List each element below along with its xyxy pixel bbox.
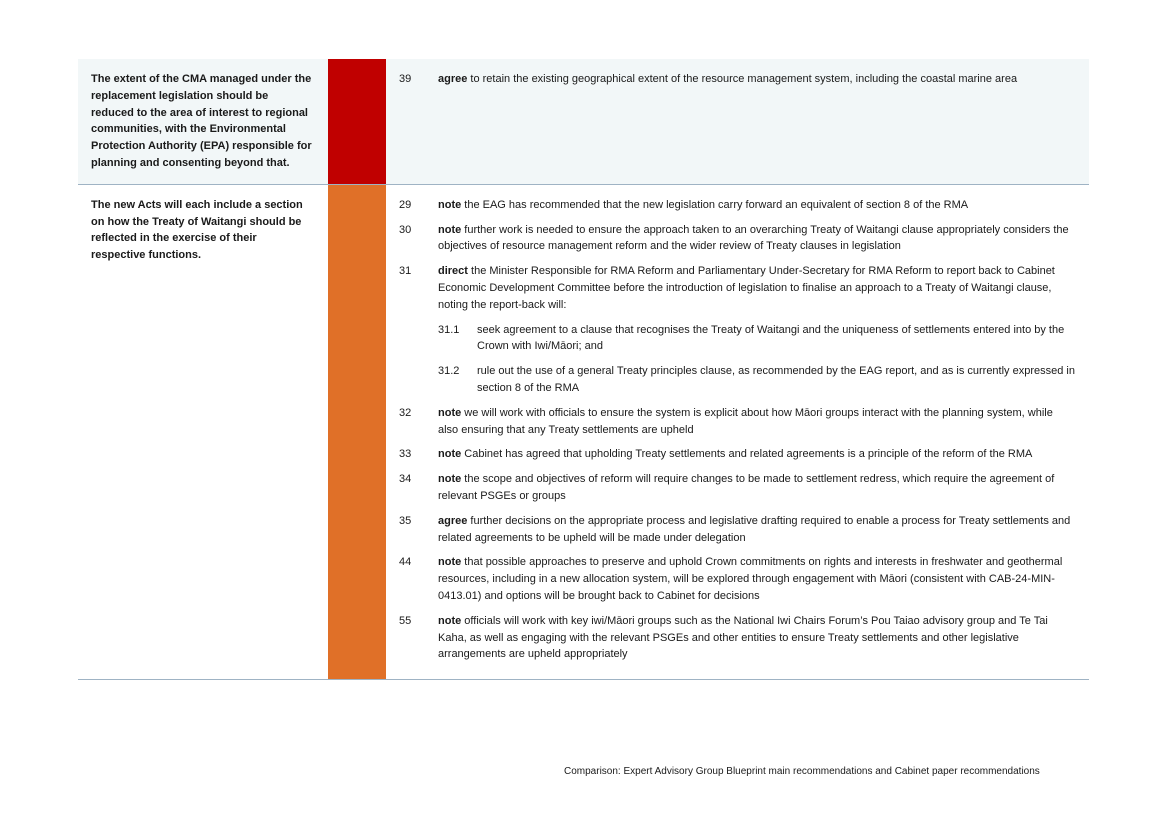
recommendation-verb: direct: [438, 265, 468, 278]
recommendation-item: [399, 446, 1075, 463]
recommendation-body: we will work with officials to ensure the system is explicit about how Māori groups interact with the planning system, while also ensuring that any Treaty settlements are upheld: [438, 406, 1053, 436]
recommendation-item: [399, 71, 1075, 88]
eag-recommendation: The new Acts will each include a section on how the Treaty of Waitangi should be reflected in the exercise of their respective functions.: [91, 198, 303, 262]
recommendation-number: 39: [399, 73, 412, 85]
recommendation-text: [438, 471, 1075, 505]
recommendation-body: rule out the use of a general Treaty principles clause, as recommended by the EAG report, and as is currently expressed in section 8 of the RMA: [477, 365, 1075, 394]
recommendation-number: 34: [399, 473, 412, 486]
recommendation-text: [477, 322, 1075, 356]
recommendation-item: [399, 263, 1075, 313]
recommendation-item: [399, 554, 1075, 604]
recommendation-number: 32: [399, 406, 412, 419]
recommendation-item: [399, 471, 1075, 505]
recommendation-verb: note: [438, 556, 462, 569]
recommendation-number: 35: [399, 514, 412, 527]
comparison-table: [78, 59, 1089, 680]
status-color-bar: [328, 59, 386, 184]
recommendation-body: the Minister Responsible for RMA Reform and Parliamentary Under-Secretary for RMA Reform to report back to Cabinet Economic Development Committee before the introduction of legislation to finalise an approach to a Treaty of Waitangi clause, noting the report-back will:: [438, 265, 1055, 311]
recommendation-text: [438, 554, 1075, 604]
recommendation-text: [438, 222, 1075, 256]
recommendation-text: [438, 613, 1075, 663]
recommendation-verb: note: [438, 473, 462, 486]
recommendation-verb: note: [438, 614, 462, 627]
recommendation-item: [399, 197, 1075, 214]
recommendation-number: 31.2: [438, 365, 460, 378]
recommendation-text: [438, 71, 1017, 88]
recommendation-body: further work is needed to ensure the approach taken to an overarching Treaty of Waitangi clause appropriately considers the objectives of resource management reform and the wider review of Treaty clauses in legislation: [438, 223, 1069, 253]
recommendation-text: [438, 405, 1075, 439]
recommendation-item: [399, 513, 1075, 547]
status-color-bar: [328, 185, 386, 679]
eag-recommendation: The extent of the CMA managed under the replacement legislation should be reduced to the area of interest to regional communities, with the Environmental Protection Authority (EPA) responsible for planning and consenting beyond that.: [91, 73, 312, 169]
recommendation-number: 31.1: [438, 323, 460, 336]
recommendation-verb: agree: [438, 514, 468, 527]
recommendation-body: the EAG has recommended that the new legislation carry forward an equivalent of section 8 of the RMA: [461, 198, 969, 211]
cabinet-recommendations: [386, 185, 1089, 679]
recommendation-verb: note: [438, 448, 462, 461]
recommendation-body: officials will work with key iwi/Māori groups such as the National Iwi Chairs Forum’s Pou Taiao advisory group and Te Tai Kaha, as well as engaging with the relevant PSGEs and other entities to ensure Treaty settlements and other legislative arrangements are upheld appropriately: [438, 614, 1048, 661]
recommendation-text: [438, 446, 1032, 463]
page-footer: Comparison: Expert Advisory Group Blueprint main recommendations and Cabinet paper recommendations: [564, 766, 1040, 777]
sub-recommendation-item: [438, 322, 1075, 356]
recommendation-body: that possible approaches to preserve and uphold Crown commitments on rights and interests in freshwater and geothermal resources, including in a new allocation system, will be explored through engagement with Māori (consistent with CAB-24-MIN-0413.01) and options will be brought back to Cabinet for decisions: [438, 556, 1063, 602]
recommendation-number: 33: [399, 448, 412, 461]
recommendation-item: [399, 613, 1075, 663]
recommendation-item: [399, 405, 1075, 439]
recommendation-text: [438, 263, 1075, 313]
recommendation-number: 29: [399, 198, 412, 211]
recommendation-body: further decisions on the appropriate process and legislative drafting required to enable a process for Treaty settlements and related agreements to be upheld will be made under delegation: [438, 514, 1071, 544]
recommendation-number: 31: [399, 265, 412, 278]
recommendation-body: the scope and objectives of reform will require changes to be made to settlement redress, which require the agreement of relevant PSGEs or groups: [438, 473, 1055, 502]
recommendation-verb: note: [438, 406, 462, 419]
recommendation-body: to retain the existing geographical extent of the resource management system, including the coastal marine area: [467, 73, 1018, 85]
recommendation-body: Cabinet has agreed that upholding Treaty settlements and related agreements is a principle of the reform of the RMA: [461, 448, 1033, 461]
recommendation-verb: note: [438, 223, 462, 236]
recommendation-item: [399, 222, 1075, 256]
recommendation-text: [438, 197, 968, 214]
cabinet-recommendations: [386, 59, 1089, 184]
recommendation-verb: note: [438, 198, 462, 211]
table-row: [78, 59, 1089, 185]
recommendation-number: 55: [399, 614, 412, 627]
recommendation-number: 30: [399, 223, 412, 236]
recommendation-text: [477, 363, 1075, 397]
recommendation-number: 44: [399, 556, 412, 569]
sub-recommendation-item: [438, 363, 1075, 397]
recommendation-body: seek agreement to a clause that recognises the Treaty of Waitangi and the uniqueness of settlements entered into by the Crown with Iwi/Māori; and: [477, 323, 1065, 353]
recommendation-verb: agree: [438, 73, 468, 85]
table-row: [78, 185, 1089, 680]
recommendation-text: [438, 513, 1075, 547]
